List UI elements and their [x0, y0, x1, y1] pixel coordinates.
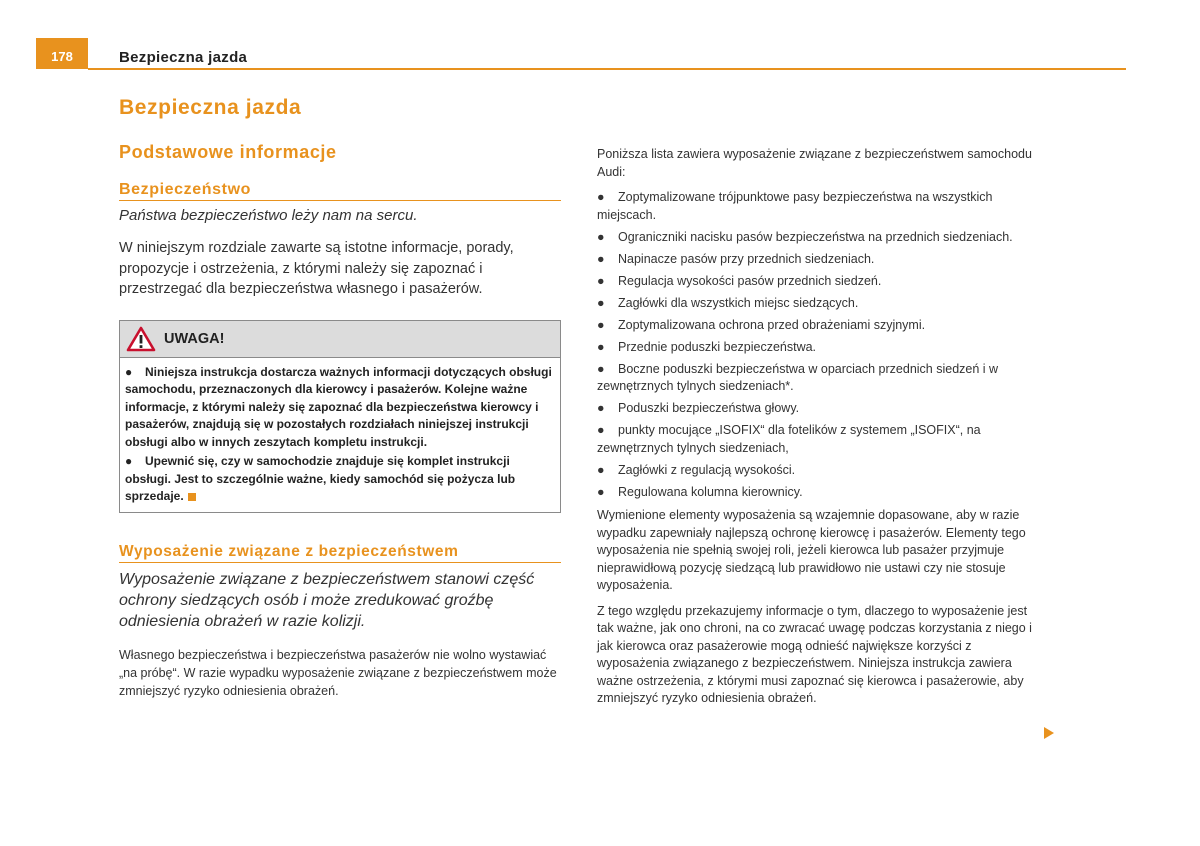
bullet: ● — [597, 317, 605, 332]
warning-item-text: Niniejsza instrukcja dostarcza ważnych informacji dotyczących obsługi samochodu, przeznaczonych dla kierowcy i pasażerów. Kolejne ważne informacje, z którymi należy się zapoznać dla bezpieczeństwa kierowcy i pasażerów, znajdują się w pozostałych rozdziałach niniejszej instrukcji obsługi albo w innych zeszytach kompletu instrukcji. — [125, 364, 552, 449]
list-item-text: Zagłówki dla wszystkich miejsc siedzących. — [618, 295, 859, 310]
list-item — [597, 484, 1041, 502]
section-title: Podstawowe informacje — [119, 142, 337, 162]
list-item — [597, 400, 1041, 418]
list-item-text: punkty mocujące „ISOFIX“ dla fotelików z systemem „ISOFIX“, na zewnętrznych tylnych siedzeniach, — [597, 423, 981, 455]
list-item — [597, 251, 1041, 269]
chapter-title: Bezpieczna jazda — [119, 96, 302, 119]
bullet: ● — [597, 229, 605, 244]
subsection-title: Bezpieczeństwo — [119, 181, 561, 201]
list-item-text: Zoptymalizowana ochrona przed obrażeniami szyjnymi. — [618, 317, 926, 332]
bullet: ● — [597, 484, 605, 499]
list-item — [597, 462, 1041, 480]
running-title: Bezpieczna jazda — [119, 49, 248, 66]
subsection2-title: Wyposażenie związane z bezpieczeństwem — [119, 543, 561, 563]
bullet: ● — [597, 339, 605, 354]
bullet: ● — [125, 364, 133, 379]
bullet: ● — [597, 190, 605, 204]
list-item-text: Przednie poduszki bezpieczeństwa. — [618, 339, 817, 354]
bullet: ● — [125, 454, 133, 468]
body-paragraph: W niniejszym rozdziale zawarte są istotne informacje, porady, propozycje i ostrzeżenia, z którymi należy się zapoznać i przestrzegać dla bezpieczeństwa własnego i pasażerów. — [119, 240, 514, 297]
bullet: ● — [597, 361, 605, 376]
intro2-italic: Wyposażenie związane z bezpieczeństwem stanowi część ochrony siedzących osób i może zredukować groźbę odniesienia obrażeń w razie kolizji. — [119, 570, 535, 630]
list-item-text: Zagłówki z regulacją wysokości. — [618, 462, 796, 477]
warning-item — [125, 364, 555, 452]
left-column — [119, 96, 561, 700]
list-item-text: Regulacja wysokości pasów przednich siedzeń. — [618, 273, 882, 288]
warning-title: UWAGA! — [164, 330, 225, 347]
list-item-text: Poduszki bezpieczeństwa głowy. — [618, 401, 800, 415]
bullet: ● — [597, 423, 605, 437]
right-column — [597, 146, 1041, 708]
paragraph-matched-equipment: Wymienione elementy wyposażenia są wzajemnie dopasowane, aby w razie wypadku zapewniały najlepszą ochronę kierowcę i pasażerów. Elementy tego wyposażenia nie spełnią swojej roli, jeżeli kierowca lub pasażer przyjmuje nieprawidłową pozycję siedzącą lub prawidłowo nie ustawi czy nie stosuje wyposażenia. — [597, 508, 1026, 592]
warning-triangle-icon — [126, 326, 156, 352]
list-item-text: Regulowana kolumna kierownicy. — [618, 484, 803, 499]
header-rule — [88, 68, 1126, 70]
end-square-icon — [188, 493, 196, 501]
warning-box — [119, 320, 561, 513]
list-item-text: Boczne poduszki bezpieczeństwa w oparciach przednich siedzeń i w zewnętrznych tylnych siedzeniach*. — [597, 361, 999, 393]
bullet: ● — [597, 273, 605, 288]
list-item — [597, 339, 1041, 357]
body2-paragraph: Własnego bezpieczeństwa i bezpieczeństwa pasażerów nie wolno wystawiać „na próbę“. W razie wypadku wyposażenie związane z bezpieczeństwem może zmniejszyć ryzyko odniesienia obrażeń. — [119, 647, 557, 698]
list-item — [597, 229, 1041, 247]
list-item — [597, 189, 1041, 224]
list-intro: Poniższa lista zawiera wyposażenie związane z bezpieczeństwem samochodu Audi: — [597, 147, 1032, 179]
bullet: ● — [597, 462, 605, 477]
intro-italic: Państwa bezpieczeństwo leży nam na sercu. — [119, 207, 418, 224]
equipment-list — [597, 189, 1041, 501]
list-item — [597, 273, 1041, 291]
list-item — [597, 361, 1041, 396]
warning-header — [120, 321, 560, 358]
bullet: ● — [597, 401, 605, 415]
warning-body — [120, 358, 560, 512]
list-item — [597, 317, 1041, 335]
warning-item-text: Upewnić się, czy w samochodzie znajduje się komplet instrukcji obsługi. Jest to szczególnie ważne, kiedy samochód się pożycza lub sprzedaje. — [125, 454, 516, 503]
list-item — [597, 422, 1041, 457]
list-item — [597, 295, 1041, 313]
list-item-text: Napinacze pasów przy przednich siedzeniach. — [618, 251, 875, 266]
page-number: 178 — [36, 38, 88, 69]
bullet: ● — [597, 295, 605, 310]
list-item-text: Ograniczniki nacisku pasów bezpieczeństwa na przednich siedzeniach. — [618, 229, 1013, 244]
warning-item — [125, 453, 555, 506]
bullet: ● — [597, 251, 605, 266]
list-item-text: Zoptymalizowane trójpunktowe pasy bezpieczeństwa na wszystkich miejscach. — [597, 190, 993, 222]
paragraph-importance: Z tego względu przekazujemy informacje o tym, dlaczego to wyposażenie jest tak ważne, jak ono chroni, na co zwracać uwagę podczas korzystania z niego i jak kierowca oraz pasażerowie mogą odnieść największe korzyści z wyposażenia związanego z bezpieczeństwem. Niniejsza instrukcja zawiera ważne ostrzeżenia, z którymi musi zapoznać się kierowca i pasażerowie, aby zmniejszyć ryzyko odniesienia obrażeń. — [597, 603, 1032, 705]
continue-arrow-icon — [1043, 726, 1055, 740]
